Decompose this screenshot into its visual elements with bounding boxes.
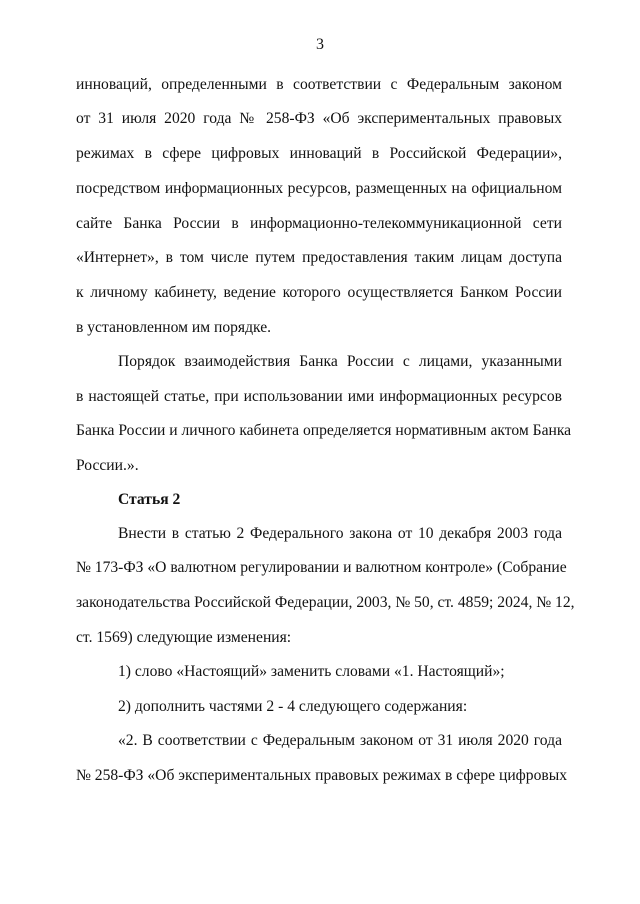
paragraph-4-line-1: «2. В соответствии с Федеральным законом от 31 июля 2020 года (118, 732, 562, 749)
paragraph-1-line-7: к личному кабинету, ведение которого осуществляется Банком России (76, 284, 562, 301)
paragraph-1-line-6: «Интернет», в том числе путем предоставления таким лицам доступа (76, 249, 562, 266)
list-item-2: 2) дополнить частями 2 - 4 следующего содержания: (118, 698, 468, 715)
page-number: 3 (316, 36, 324, 53)
list-item-1: 1) слово «Настоящий» заменить словами «1. Настоящий»; (118, 663, 505, 680)
paragraph-1-line-5: сайте Банка России в информационно-телекоммуникационной сети (76, 215, 562, 232)
paragraph-2-line-1: Порядок взаимодействия Банка России с лицами, указанными (118, 353, 562, 370)
paragraph-2-line-2: в настоящей статье, при использовании ими информационных ресурсов (76, 388, 562, 405)
paragraph-1-line-3: режимах в сфере цифровых инноваций в Российской Федерации», (76, 145, 562, 162)
article-heading: Статья 2 (118, 491, 181, 508)
paragraph-1-line-4: посредством информационных ресурсов, размещенных на официальном (76, 180, 562, 197)
paragraph-1-line-8: в установленном им порядке. (76, 319, 272, 336)
paragraph-3-line-3: законодательства Российской Федерации, 2003, № 50, ст. 4859; 2024, № 12, (76, 594, 575, 611)
paragraph-3-line-2: № 173-ФЗ «О валютном регулировании и валютном контроле» (Собрание (76, 559, 567, 576)
paragraph-4-line-2: № 258-ФЗ «Об экспериментальных правовых режимах в сфере цифровых (76, 767, 568, 784)
paragraph-2-line-3: Банка России и личного кабинета определяется нормативным актом Банка (76, 422, 572, 439)
paragraph-2-line-4: России.». (76, 457, 139, 474)
paragraph-3-line-1: Внести в статью 2 Федерального закона от 10 декабря 2003 года (118, 525, 562, 542)
paragraph-3-line-4: ст. 1569) следующие изменения: (76, 629, 292, 646)
paragraph-1-line-2: от 31 июля 2020 года № 258-ФЗ «Об экспериментальных правовых (76, 110, 562, 127)
paragraph-1-line-1: инноваций, определенными в соответствии с Федеральным законом (76, 76, 562, 93)
